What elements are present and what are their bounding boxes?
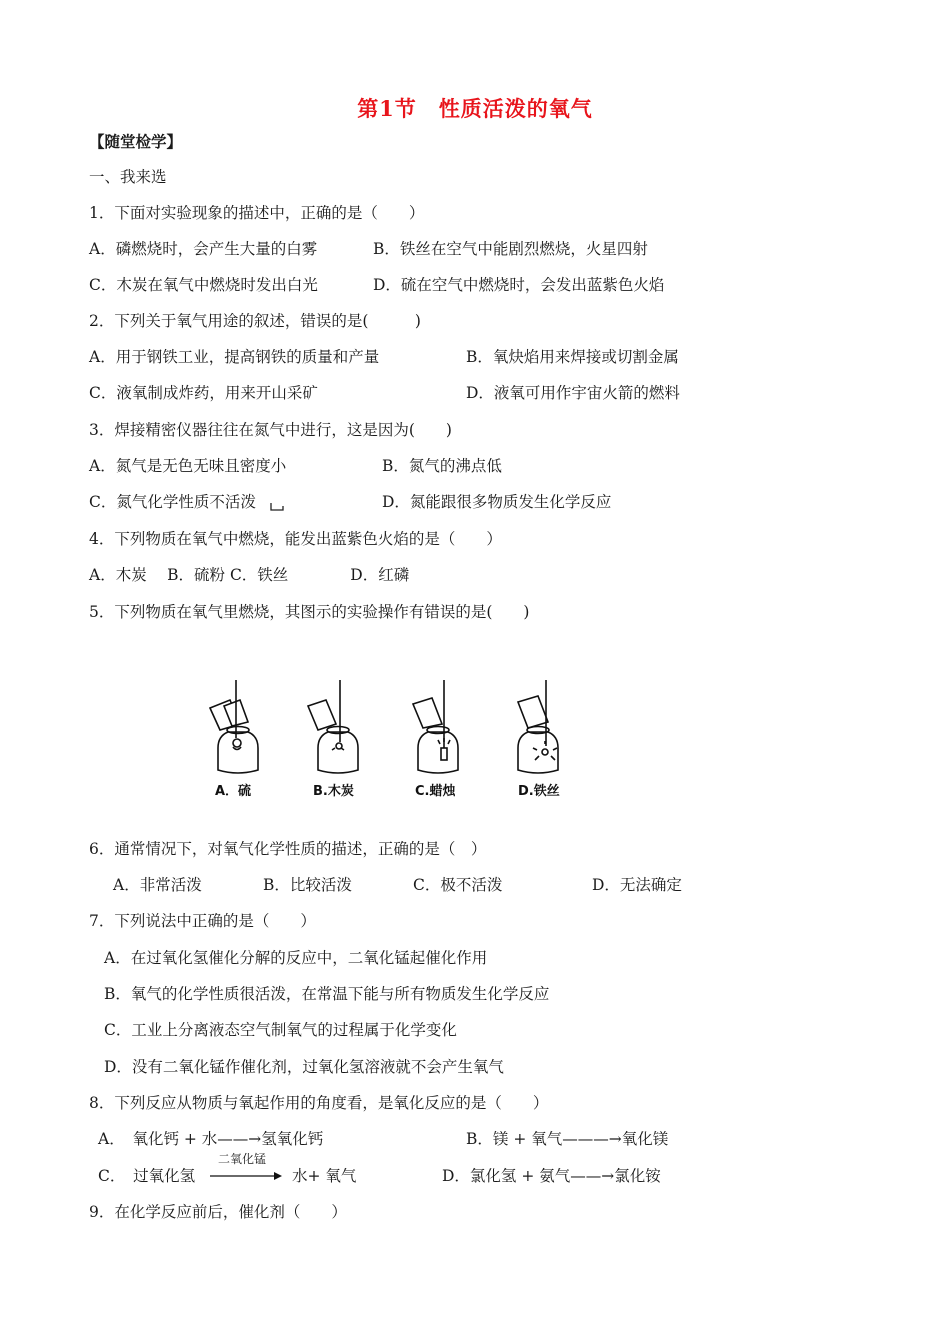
question-7-option-c: C．工业上分离液态空气制氧气的过程属于化学变化 (104, 1021, 457, 1039)
question-9-stem: 9．在化学反应前后，催化剂（ ） (89, 1203, 347, 1221)
question-3-option-b: B．氮气的沸点低 (382, 457, 502, 475)
question-3-option-c: C．氮气化学性质不活泼 (89, 493, 256, 511)
question-4-stem: 4．下列物质在氧气中燃烧，能发出蓝紫色火焰的是（ ） (89, 530, 502, 548)
question-7-option-b: B．氧气的化学性质很活泼，在常温下能与所有物质发生化学反应 (104, 985, 550, 1003)
question-7-option-d: D．没有二氧化锰作催化剂，过氧化氢溶液就不会产生氧气 (104, 1058, 504, 1076)
question-1-option-b: B．铁丝在空气中能剧烈燃烧，火星四射 (373, 240, 648, 258)
question-7-stem: 7．下列说法中正确的是（ ） (89, 912, 316, 930)
question-3-option-a: A．氮气是无色无味且密度小 (89, 457, 287, 475)
section-label: 【随堂检学】 (89, 133, 183, 151)
bottle-c-icon (413, 680, 458, 773)
bottle-d-icon (518, 680, 558, 773)
question-2-option-d: D．液氧可用作宇宙火箭的燃料 (466, 384, 680, 402)
stray-mark (270, 500, 284, 512)
question-8-option-c: C． 过氧化氢 (98, 1167, 196, 1185)
question-4-options: A．木炭 B．硫粉 C．铁丝 D．红磷 (89, 566, 410, 584)
bottle-a-icon (210, 680, 258, 773)
question-5-stem: 5．下列物质在氧气里燃烧，其图示的实验操作有错误的是( ) (89, 603, 530, 621)
question-6-option-d: D．无法确定 (592, 876, 682, 894)
catalyst-label: 二氧化锰 (218, 1152, 267, 1166)
question-1-option-a: A．磷燃烧时，会产生大量的白雾 (89, 240, 318, 258)
question-6-option-b: B．比较活泼 (263, 876, 352, 894)
question-7-option-a: A．在过氧化氢催化分解的反应中，二氧化锰起催化作用 (104, 949, 488, 967)
figure-label-b: B.木炭 (313, 784, 354, 799)
question-8-option-a: A． 氧化钙 + 水——→氢氧化钙 (98, 1130, 324, 1148)
question-2-option-c: C．液氧制成炸药，用来开山采矿 (89, 384, 318, 402)
question-3-option-d: D．氮能跟很多物质发生化学反应 (382, 493, 612, 511)
figure-label-a: A．硫 (215, 784, 252, 799)
combustion-experiment-figure (200, 670, 590, 805)
figure-label-d: D.铁丝 (518, 784, 560, 799)
question-1-option-d: D．硫在空气中燃烧时，会发出蓝紫色火焰 (373, 276, 665, 294)
question-8-option-b: B．镁 + 氧气———→氧化镁 (466, 1130, 669, 1148)
question-1-stem: 1．下面对实验现象的描述中，正确的是（ ） (89, 204, 425, 222)
question-8-option-c-products: 水+ 氧气 (292, 1167, 357, 1185)
question-2-stem: 2．下列关于氧气用途的叙述，错误的是( ) (89, 312, 421, 330)
question-3-stem: 3．焊接精密仪器往往在氮气中进行，这是因为( ) (89, 421, 452, 439)
question-8-stem: 8．下列反应从物质与氧起作用的角度看，是氧化反应的是（ ） (89, 1094, 549, 1112)
page-title: 第1节 性质活泼的氧气 (357, 96, 593, 121)
gas-bottle-illustrations (200, 670, 590, 805)
question-2-option-b: B．氧炔焰用来焊接或切割金属 (466, 348, 679, 366)
bottle-b-icon (308, 680, 358, 773)
question-6-option-a: A．非常活泼 (113, 876, 202, 894)
figure-label-c: C.蜡烛 (415, 784, 456, 799)
question-1-option-c: C．木炭在氧气中燃烧时发出白光 (89, 276, 318, 294)
part-heading: 一、我来选 (89, 168, 167, 186)
reaction-arrow-icon (210, 1171, 284, 1181)
question-8-option-d: D．氯化氢 + 氨气——→氯化铵 (442, 1167, 661, 1185)
question-2-option-a: A．用于钢铁工业，提高钢铁的质量和产量 (89, 348, 380, 366)
question-6-stem: 6．通常情况下，对氧气化学性质的描述，正确的是（ ） (89, 840, 487, 858)
question-6-option-c: C．极不活泼 (413, 876, 503, 894)
